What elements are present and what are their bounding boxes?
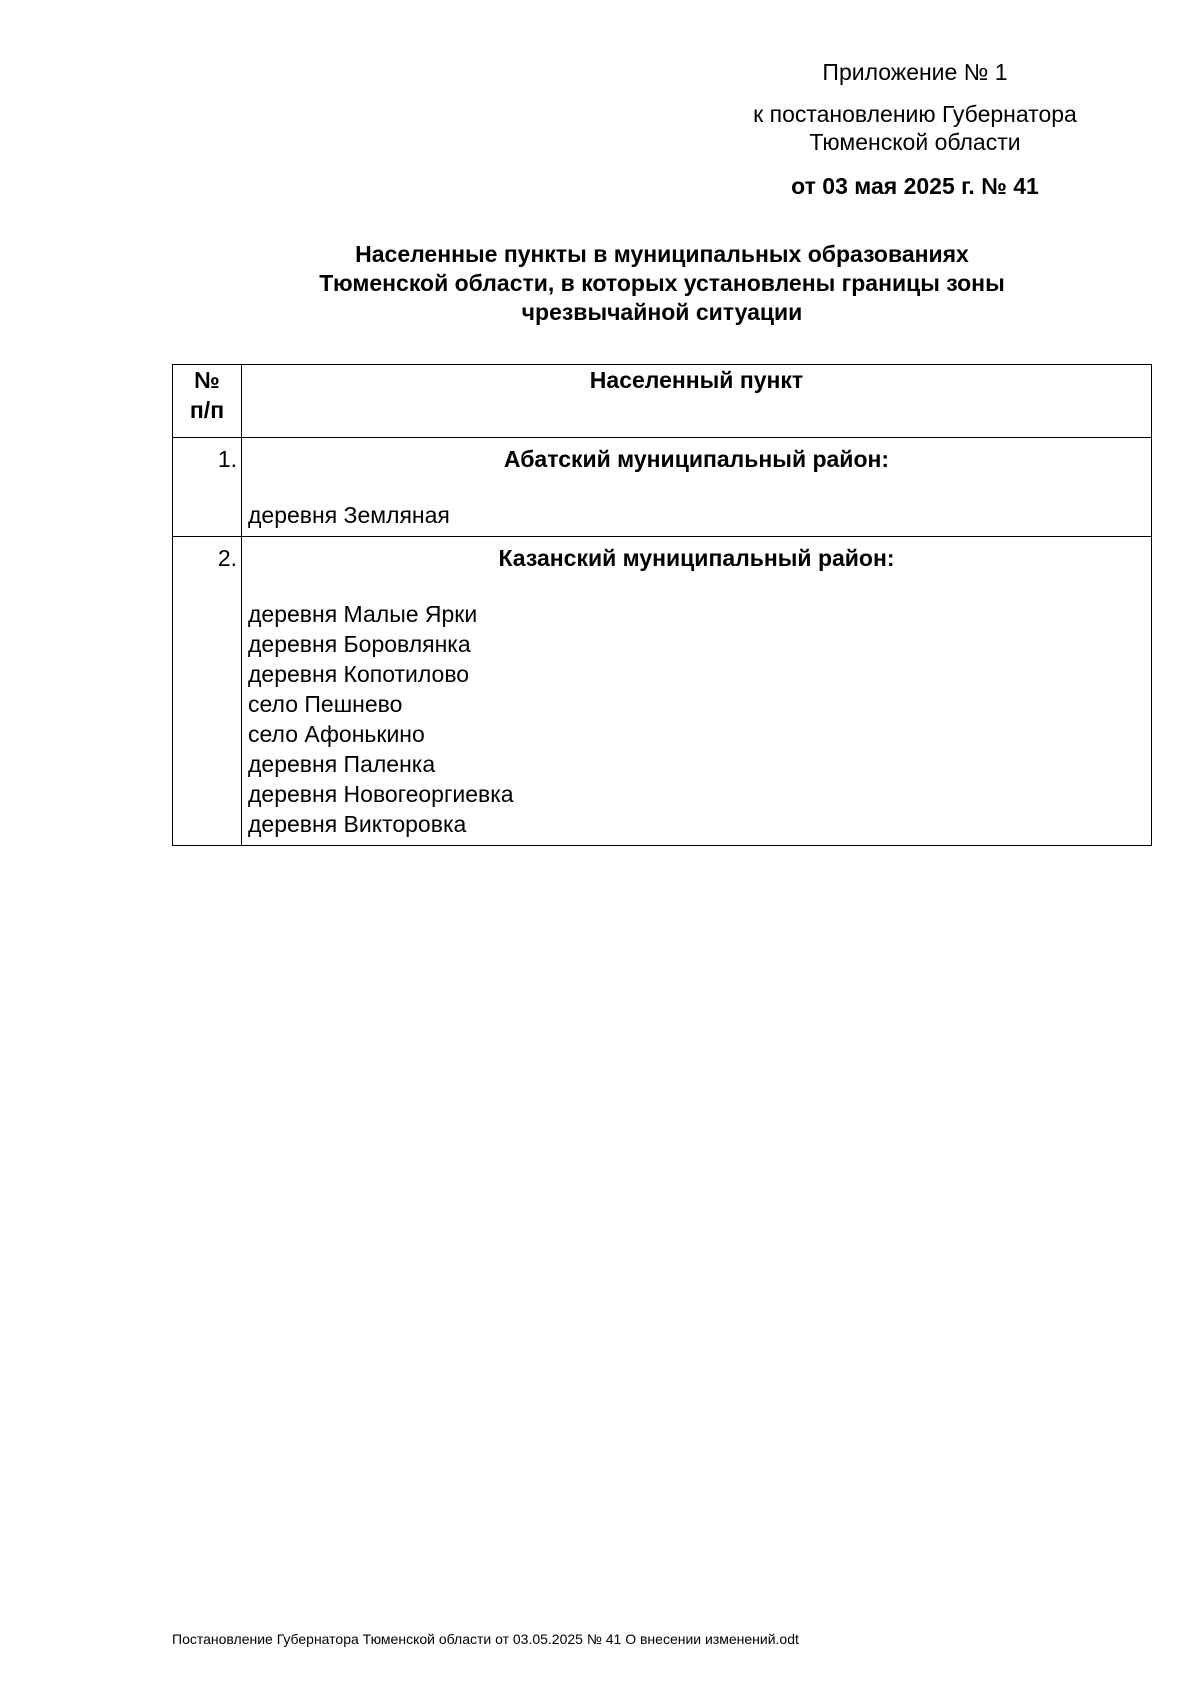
settlement-item: село Пешнево: [248, 691, 403, 717]
settlement-item: село Афонькино: [248, 721, 425, 747]
appendix-title: Приложение № 1: [822, 59, 1008, 85]
table-row: [173, 438, 1152, 537]
district-name: Казанский муниципальный район:: [498, 545, 895, 571]
settlement-item: деревня Земляная: [248, 502, 450, 528]
row-content: [242, 438, 1152, 537]
table-header-row: [173, 365, 1152, 438]
appendix-reference-line: к постановлению Губернатора: [753, 101, 1077, 127]
document-title-line: Населенные пункты в муниципальных образованиях: [355, 241, 969, 267]
document-title-line: Тюменской области, в которых установлены границы зоны: [319, 270, 1005, 296]
district-name: Абатский муниципальный район:: [503, 446, 890, 472]
document-title-line: чрезвычайной ситуации: [521, 299, 803, 325]
table-row: [173, 537, 1152, 846]
settlements-table: [172, 364, 1152, 846]
settlement-item: деревня Новогеоргиевка: [248, 781, 514, 807]
column-header-settlement: Населенный пункт: [242, 365, 1152, 438]
appendix-date: от 03 мая 2025 г. № 41: [791, 173, 1039, 199]
document-title: [172, 240, 1152, 327]
appendix-reference-line: Тюменской области: [809, 129, 1021, 155]
settlement-item: деревня Викторовка: [248, 811, 467, 837]
column-header-number-line: №: [194, 367, 220, 393]
settlement-item: деревня Паленка: [248, 751, 436, 777]
settlement-item: деревня Боровлянка: [248, 631, 471, 657]
page-footer: Постановление Губернатора Тюменской области от 03.05.2025 № 41 О внесении изменений.odt: [172, 1631, 799, 1647]
row-content: [242, 537, 1152, 846]
row-number: 2.: [173, 537, 242, 846]
settlement-item: деревня Малые Ярки: [248, 601, 478, 627]
appendix-reference: [700, 100, 1130, 156]
column-header-number: [173, 365, 242, 438]
row-number: 1.: [173, 438, 242, 537]
settlement-item: деревня Копотилово: [248, 661, 470, 687]
column-header-number-line: п/п: [189, 397, 225, 423]
